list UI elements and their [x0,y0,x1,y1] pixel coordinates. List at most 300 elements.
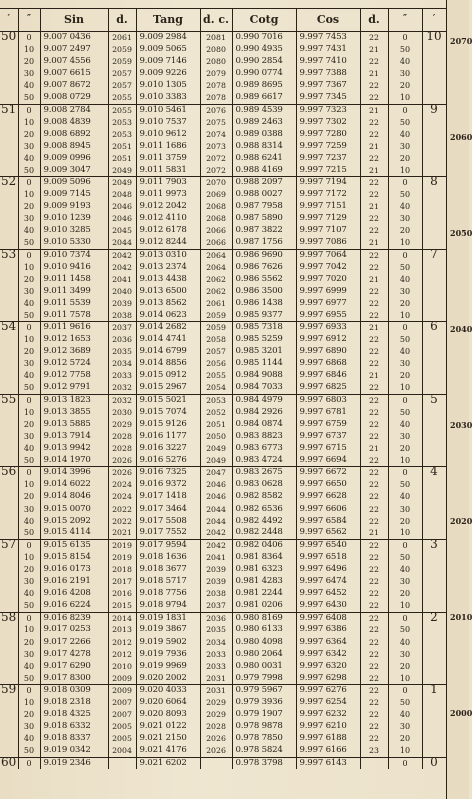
tang-diff [200,104,232,116]
minute-label-right: 0 [422,757,446,769]
sin-diff [108,745,136,757]
sin-diff-text: 2021 [112,528,132,538]
seconds-left [18,527,40,539]
tang-diff-text: 2072 [206,153,226,163]
sin-diff-text: 2061 [112,33,132,43]
sin-diff [108,152,136,164]
sin-diff-text: 2017 [112,577,132,587]
cos-diff [360,92,388,104]
cos-diff-text: 22 [369,504,379,514]
tang-diff-text: 2076 [206,105,226,115]
sin-diff [108,140,136,152]
sin-diff-text: 2051 [112,141,132,151]
seconds-left [18,334,40,346]
cotg-value [232,685,296,697]
cotg-value-text: 0.984 4979 [235,394,283,405]
cos-value-text: 9.997 7431 [299,43,347,54]
cos-diff [360,201,388,213]
seconds-right [388,116,422,128]
cotg-value [232,261,296,273]
sin-diff [108,310,136,322]
table-row [0,588,446,600]
seconds-right-text: 0 [402,105,408,115]
cotg-value [232,370,296,382]
tang-diff [200,334,232,346]
table-row [0,92,446,104]
tang-diff-text: 2062 [206,286,226,296]
cos-diff [360,467,388,479]
sin-value [40,128,108,140]
tang-value-text: 9.011 9973 [139,189,187,200]
tang-diff [200,177,232,189]
sin-diff [108,285,136,297]
tang-value-text: 9.021 6202 [139,757,187,768]
cos-value-text: 9.997 6759 [299,418,347,429]
cos-value-text: 9.997 6408 [299,612,347,623]
tang-diff [200,165,232,177]
sin-value-text: 9.007 0436 [43,32,91,43]
cotg-value-text: 0.983 8823 [235,430,283,441]
cos-diff-text: 22 [369,407,379,417]
seconds-left [18,140,40,152]
seconds-right-text: 50 [399,335,411,345]
cotg-value-text: 0.986 7626 [235,261,283,272]
cos-value [296,249,360,261]
edge-label: 2050 [450,228,472,238]
sin-value [40,261,108,273]
seconds-right [388,697,422,709]
cos-value-text: 9.997 6540 [299,540,347,551]
cos-diff-text: 22 [369,298,379,308]
seconds-left-text: 0 [26,541,32,551]
cos-diff-text: 22 [369,335,379,345]
cos-value-text: 9.997 6650 [299,479,347,490]
tang-value [136,443,200,455]
tang-value-text: 9.014 8856 [139,358,187,369]
tang-diff-text: 2049 [206,444,226,454]
cos-value [296,128,360,140]
sin-diff [108,709,136,721]
tang-value-text: 9.016 1177 [139,430,187,441]
sin-diff [108,394,136,406]
cos-value [296,44,360,56]
tang-value [136,298,200,310]
tang-value-text: 9.012 2042 [139,201,187,212]
minute-label-right: 2 [422,612,446,685]
cos-value-text: 9.997 6276 [299,685,347,696]
cos-diff-text: 22 [369,552,379,562]
cos-diff [360,419,388,431]
tang-diff [200,298,232,310]
cos-value [296,346,360,358]
minute-label-left: 60 [1,754,17,769]
cos-diff [360,140,388,152]
tang-value [136,576,200,588]
tang-diff [200,128,232,140]
seconds-right-text: 50 [399,552,411,562]
table-row [0,503,446,515]
sin-value [40,92,108,104]
cos-diff [360,334,388,346]
cotg-value [232,310,296,322]
cotg-value-text: 0.982 4492 [235,515,283,526]
sin-value [40,334,108,346]
tang-diff-text: 2061 [206,298,226,308]
minute-label-right: 3 [422,539,446,612]
tang-diff-text: 2035 [206,625,226,635]
tang-value-text: 9.020 4033 [139,685,187,696]
seconds-left [18,370,40,382]
sin-value-text: 9.015 6135 [43,540,91,551]
seconds-left-text: 20 [23,57,35,67]
cos-diff-text: 21 [369,105,379,115]
cotg-value-text: 0.988 8314 [235,140,283,151]
sin-value [40,370,108,382]
seconds-right-text: 10 [399,746,411,756]
tang-diff [200,249,232,261]
sin-value [40,68,108,80]
minute-label-right: 7 [422,249,446,322]
seconds-right [388,443,422,455]
cos-value [296,92,360,104]
cos-value-text: 9.997 7302 [299,116,347,127]
sin-diff-text: 2042 [112,262,132,272]
tang-value [136,467,200,479]
cos-diff-text: 21 [369,69,379,79]
seconds-right-text: 40 [399,710,411,720]
tang-value-text: 9.017 5508 [139,515,187,526]
seconds-right-text: 40 [399,129,411,139]
cos-value [296,527,360,539]
cos-diff-text: 22 [369,153,379,163]
sin-value-text: 9.008 4839 [43,116,91,127]
cotg-value [232,660,296,672]
tang-diff [200,382,232,394]
adjacent-page-edge [446,0,472,799]
cotg-value [232,225,296,237]
cos-diff [360,733,388,745]
seconds-right-text: 20 [399,298,411,308]
tang-diff [200,213,232,225]
cos-diff [360,310,388,322]
cos-diff [360,491,388,503]
sin-value-text: 9.017 4278 [43,648,91,659]
tang-diff-text: 2046 [206,480,226,490]
header-sec-right: ″ [388,9,422,32]
sin-diff [108,527,136,539]
cos-diff [360,298,388,310]
cos-diff [360,745,388,757]
seconds-right [388,648,422,660]
seconds-left-text: 20 [23,274,35,284]
tang-diff-text: 2028 [206,722,226,732]
tang-value [136,479,200,491]
seconds-right [388,431,422,443]
tang-value-text: 9.013 8562 [139,297,187,308]
cotg-value-text: 0.980 0031 [235,660,283,671]
cotg-value [232,431,296,443]
seconds-left [18,624,40,636]
cos-diff [360,237,388,249]
cos-value [296,56,360,68]
table-row [0,636,446,648]
cos-diff [360,576,388,588]
seconds-left [18,648,40,660]
seconds-left [18,152,40,164]
seconds-right [388,346,422,358]
cos-value [296,273,360,285]
sin-diff [108,685,136,697]
sin-diff [108,346,136,358]
seconds-left-text: 0 [26,613,32,623]
tang-diff [200,261,232,273]
tang-diff-text: 2026 [206,734,226,744]
seconds-right [388,576,422,588]
seconds-left [18,636,40,648]
cotg-value [232,322,296,334]
cos-diff [360,443,388,455]
sin-value [40,685,108,697]
cos-value [296,261,360,273]
sin-value [40,116,108,128]
cos-value [296,310,360,322]
tang-diff-text: 2044 [206,516,226,526]
cos-diff [360,225,388,237]
sin-diff-text: 2005 [112,722,132,732]
table-row [0,576,446,588]
table-row [0,80,446,92]
table-row [0,564,446,576]
table-row [0,310,446,322]
cos-value-text: 9.997 6955 [299,309,347,320]
tang-value-text: 9.012 4110 [139,213,187,224]
cotg-value [232,527,296,539]
cotg-value-text: 0.986 9690 [235,249,283,260]
seconds-left-text: 30 [23,577,35,587]
cotg-value-text: 0.986 5562 [235,273,283,284]
seconds-right-text: 40 [399,57,411,67]
cos-diff-text: 22 [369,419,379,429]
tang-diff-text: 2051 [206,419,226,429]
cotg-value-text: 0.978 5824 [235,745,283,756]
cotg-value [232,576,296,588]
tang-diff-text: 2056 [206,359,226,369]
seconds-left-text: 40 [23,661,35,671]
tang-diff-text: 2068 [206,214,226,224]
table-row [0,165,446,177]
sin-diff [108,455,136,467]
seconds-right [388,334,422,346]
cos-value-text: 9.997 7129 [299,213,347,224]
cos-value-text: 9.997 6518 [299,551,347,562]
cos-value-text: 9.997 7280 [299,128,347,139]
table-row [0,491,446,503]
cos-value-text: 9.997 7345 [299,92,347,103]
seconds-left [18,346,40,358]
cos-value-text: 9.997 6452 [299,588,347,599]
log-trig-table [0,8,447,769]
tang-diff [200,660,232,672]
tang-value-text: 9.009 5065 [139,43,187,54]
sin-value [40,624,108,636]
seconds-right-text: 0 [402,468,408,478]
seconds-right-text: 10 [399,601,411,610]
tang-diff-text: 2042 [206,528,226,538]
sin-value-text: 9.008 2784 [43,104,91,115]
seconds-left [18,201,40,213]
tang-value [136,709,200,721]
tang-value [136,564,200,576]
cos-value-text: 9.997 6562 [299,527,347,538]
cos-value-text: 9.997 6868 [299,358,347,369]
minute-label-right: 6 [422,322,446,395]
seconds-left-text: 30 [23,69,35,79]
seconds-left-text: 50 [23,310,35,320]
table-row [0,672,446,684]
table-row [0,552,446,564]
cotg-value [232,564,296,576]
sin-value [40,189,108,201]
seconds-right-text: 30 [399,141,411,151]
cos-value [296,285,360,297]
seconds-right [388,588,422,600]
tang-diff-text: 2073 [206,141,226,151]
cos-value-text: 9.997 6496 [299,563,347,574]
seconds-left [18,285,40,297]
cos-value [296,298,360,310]
seconds-left-text: 30 [23,431,35,441]
tang-diff [200,140,232,152]
seconds-right [388,382,422,394]
sin-diff [108,539,136,551]
seconds-right-text: 20 [399,444,411,454]
cos-value [296,213,360,225]
seconds-right [388,213,422,225]
table-row [0,757,446,769]
tang-value [136,382,200,394]
seconds-left-text: 10 [23,117,35,127]
sin-value [40,406,108,418]
tang-value [136,672,200,684]
seconds-left-text: 40 [23,81,35,91]
sin-diff [108,201,136,213]
table-row [0,709,446,721]
cotg-value-text: 0.988 2097 [235,177,283,188]
seconds-left [18,431,40,443]
cotg-value [232,394,296,406]
sin-value [40,697,108,709]
tang-diff [200,648,232,660]
tang-value [136,588,200,600]
sin-diff [108,32,136,44]
header-row [0,9,446,32]
cotg-value [232,455,296,467]
sin-value-text: 9.016 2191 [43,576,91,587]
seconds-right-text: 50 [399,117,411,127]
cotg-value-text: 0.982 0406 [235,540,283,551]
sin-value-text: 9.007 2497 [43,43,91,54]
seconds-right-text: 40 [399,347,411,357]
sin-diff [108,370,136,382]
sin-value-text: 9.015 0070 [43,503,91,514]
seconds-left [18,660,40,672]
seconds-left-text: 50 [23,673,35,683]
seconds-left-text: 0 [26,323,32,333]
sin-value [40,745,108,757]
tang-value-text: 9.014 2682 [139,322,187,333]
cos-value [296,588,360,600]
sin-diff-text: 2032 [112,383,132,393]
tang-diff [200,406,232,418]
tang-diff [200,443,232,455]
seconds-left [18,225,40,237]
edge-label: 2070 [450,36,472,46]
sin-diff-text: 2037 [112,323,132,333]
tang-value [136,660,200,672]
seconds-right-text: 50 [399,698,411,707]
seconds-right [388,358,422,370]
sin-value-text: 9.011 5539 [43,297,91,308]
sin-value-text: 9.011 1458 [43,273,91,284]
cotg-value [232,515,296,527]
sin-value [40,152,108,164]
seconds-left-text: 40 [23,516,35,526]
cos-value-text: 9.997 6890 [299,346,347,357]
sin-value-text: 9.011 9616 [43,322,91,333]
tang-value-text: 9.011 1686 [139,140,187,151]
tang-diff-text: 2042 [206,541,226,551]
tang-diff [200,697,232,709]
table-row [0,104,446,116]
edge-label: 2060 [450,132,472,142]
table-row [0,273,446,285]
sin-diff-text: 2005 [112,734,132,744]
seconds-left-text: 0 [26,105,32,115]
tang-value [136,394,200,406]
cos-diff [360,588,388,600]
cos-diff [360,68,388,80]
cotg-value-text: 0.990 0774 [235,68,283,79]
header-tang: Tang [136,9,200,32]
cos-diff-text: 22 [369,310,379,320]
cotg-value [232,213,296,225]
table-row [0,56,446,68]
cos-value-text: 9.997 6781 [299,406,347,417]
seconds-left-text: 30 [23,649,35,659]
tang-value [136,56,200,68]
sin-value-text: 9.016 0173 [43,563,91,574]
sin-diff-text: 2049 [112,165,132,175]
tang-value-text: 9.014 0623 [139,309,187,320]
cos-value-text: 9.997 6825 [299,382,347,393]
sin-value-text: 9.016 6224 [43,600,91,610]
sin-value-text: 9.010 3285 [43,225,91,236]
sin-diff-text: 2048 [112,190,132,200]
sin-value [40,358,108,370]
seconds-left [18,467,40,479]
tang-diff [200,273,232,285]
sin-diff [108,273,136,285]
sin-diff [108,104,136,116]
tang-diff [200,80,232,92]
minute-label-left: 51 [0,104,18,177]
seconds-left [18,80,40,92]
tang-value [136,636,200,648]
cos-value [296,757,360,769]
sin-value-text: 9.017 6290 [43,660,91,671]
seconds-left-text: 0 [26,758,32,768]
tang-diff-text: 2033 [206,649,226,659]
